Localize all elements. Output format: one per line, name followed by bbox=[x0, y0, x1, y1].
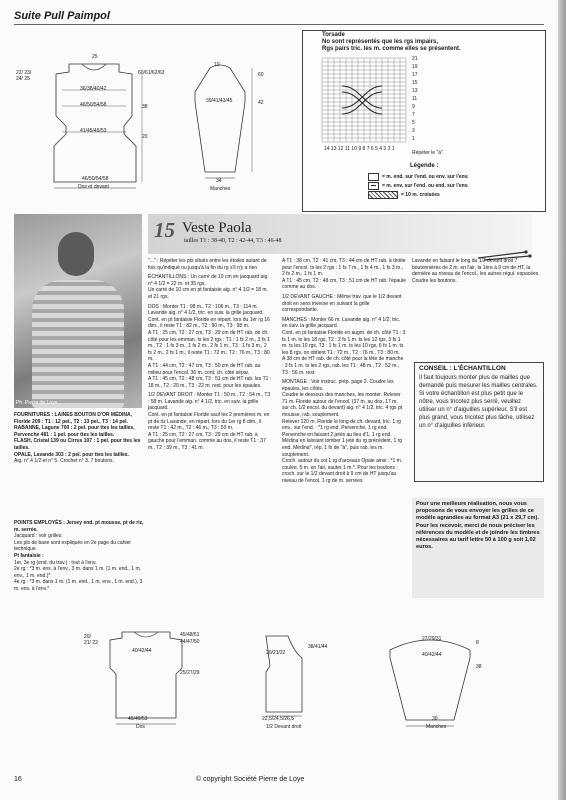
dos-left-label: 20/ 21/ 22 bbox=[84, 634, 98, 646]
torsade-line2: Rgs pairs tric. les m. comme elles se présentent. bbox=[322, 46, 461, 52]
manche-side-label: 38 bbox=[476, 664, 482, 670]
photo-cardigan bbox=[32, 280, 124, 408]
torsade-row-label: 11 bbox=[412, 96, 418, 102]
manche-mid-label: 40/42/44 bbox=[422, 652, 442, 658]
schema1-bottom-label: 46/50/54/58 bbox=[82, 176, 109, 182]
schema1-neck-label: 60/61/62/63 bbox=[138, 70, 165, 76]
manche-side2-label: 8 bbox=[476, 640, 479, 646]
instr-para: MANCHES : Monter 66 m. Lavande aig. n° 4 1/2, tric. en suiv. la grille jacquard. bbox=[282, 316, 401, 330]
points-line: Pt fantaisie : bbox=[14, 552, 44, 559]
instructions-col2 bbox=[148, 258, 272, 452]
torsade-grid bbox=[320, 56, 410, 144]
dos-top-label: 45/48/51 bbox=[180, 632, 200, 638]
points-block bbox=[14, 520, 144, 593]
instr-para: A T1 : 44 cm, T2 : 47 cm, T3 : 50 cm de HT rab. au milieu pour l'encol. 36 m. cont. ch. côté sépar. bbox=[148, 362, 261, 376]
torsade-row-labels bbox=[412, 56, 426, 144]
torsade-legend-title: Légende : bbox=[410, 163, 439, 169]
instr-para: Lavande en faisant le long du 1/2 devant droit 7 boutonnières de 2 m. en l'air, la 1ère à 9 cm de HT, la dernière au niveau de l'encol., les autres régul. espacées. bbox=[412, 258, 540, 278]
instructions-col3 bbox=[282, 258, 406, 485]
instr-para: Coudre le dessous des manches, les monter. Relever 71 m. Floride autour de l'encol. (37 m. au dos, 17 m. sur ch. 1/2 encol. du devant) aig. n° 4 1/2, tric. 4 rgs pt mousse, rab. souplement. bbox=[282, 392, 403, 419]
dos-mid-label: 40/42/44 bbox=[132, 648, 152, 654]
torsade-row-label: 5 bbox=[412, 120, 415, 126]
article-name: Veste Paola bbox=[182, 220, 252, 236]
schema1-hem-label: 41/45/49/53 bbox=[80, 128, 107, 134]
points-line: Jacquard : voir grilles. bbox=[14, 533, 63, 540]
page-header-title: Suite Pull Paimpol bbox=[14, 10, 110, 22]
legend-cable-swatch-icon bbox=[368, 191, 398, 199]
legend-item: = 10 m. croisées bbox=[368, 190, 544, 199]
dos-top2-label: 44/47/50 bbox=[180, 639, 200, 645]
torsade-row-label: 1 bbox=[412, 136, 415, 142]
instr-para: Cont. en pt fantaisie Floride en répart. lors du 1er rg 16 dim., il reste T1 : 82 m., T2 : 90 m., T3 : 98 m. bbox=[148, 316, 270, 330]
devant-bottom-label: 22,5/24,5/26,5 bbox=[262, 716, 294, 722]
schema1-side-label: 38 bbox=[142, 104, 148, 110]
instr-para: Un carré de 10 cm en pt fantaisie aig. n° 4 1/2 = 18 m. et 21 rgs. bbox=[148, 287, 268, 300]
legend-item: = m. end. sur l'end. ou env. sur l'env. bbox=[368, 172, 544, 181]
schema2-mid-label: 39/41/43/45 bbox=[206, 98, 233, 104]
supplies-line: FOURNITURES : LAINES BOUTON D'OR MÉDINA, Floride 209 : T1 : 12 pel., T2 : 13 pel., T3 : 14 pel. bbox=[14, 412, 133, 425]
manche-top-label: 27/29/31 bbox=[422, 636, 442, 642]
instr-para: Cont. en pt fantaisie Floride en augm. de ch. côté T1 : 3 fs 1 m. ts les 18 rgs, T2 : 2 fs 1 m. ts les 12 rgs, 3 fs 1 m. ts les 10 rgs, T3 : 1 fs 1 m. ts les 10 rgs, 6 fs 1 m. ts les 8 rgs, on obtient T1 : 72 m., T2 : 76 m., T3 : 80 m. bbox=[282, 329, 406, 356]
schema2-bottom-label: 34 bbox=[216, 178, 222, 184]
article-sizes: tailles T1 : 38-40, T2 : 42-44, T3 : 46-48 bbox=[184, 238, 282, 244]
instructions-col4 bbox=[412, 258, 544, 284]
supplies-line: RABANNE, Lagune 700 : 2 pel. pour ttes les tailles, Pervenche 481 : 1 pel. pour ttes les tailles. bbox=[14, 425, 135, 438]
supplies-line: Aig. n° 4 1/2 et n° 5. Crochet n° 3. 7 boutons. bbox=[14, 458, 114, 465]
instr-para: A T1 : 45 cm, T2 : 48 cm, T3 : 51 cm de HT rab. l'épaule comme au dos. bbox=[282, 277, 406, 291]
supplies-block bbox=[14, 412, 144, 465]
schema2-top-label: 10 bbox=[214, 62, 220, 68]
supplies-line: OPALE, Lavande 303 : 2 pel. pour ttes les tailles. bbox=[14, 451, 129, 458]
legend-dash-swatch-icon bbox=[368, 182, 379, 190]
offer-box bbox=[412, 498, 544, 598]
model-photo bbox=[14, 214, 142, 408]
torsade-line1: No sont représentés que les rgs impairs, bbox=[322, 39, 439, 45]
dos-bottom-label: 45/49/53 bbox=[128, 716, 148, 722]
instr-para: A T1 : 45 cm, T2 : 48 cm, T3 : 51 cm de HT rab. les T1 : 18 m., T2 : 20 m., T3 : 22 m. rest. pour les épaules. bbox=[148, 376, 272, 389]
torsade-title: Torsade bbox=[322, 32, 345, 38]
instr-para: A T1 : 25 cm, T2 : 27 cm, T3 : 29 cm de HT rab. à gauche pour l'emman. comme au dos, il reste T1 : 37 m., T2 : 39 m., T3 : 41 m. bbox=[148, 431, 266, 452]
schema1-hem-h-label: 20 bbox=[142, 134, 148, 140]
page-edge-shadow bbox=[558, 0, 566, 800]
manche-caption: Manches bbox=[426, 724, 447, 730]
torsade-row-label: 15 bbox=[412, 80, 418, 86]
torsade-row-label: 9 bbox=[412, 104, 415, 110]
torsade-row-label: 13 bbox=[412, 88, 418, 94]
conseil-title: CONSEIL : L'ÉCHANTILLON bbox=[419, 365, 506, 372]
offer-text: Pour une meilleure réalisation, nous vous proposons de vous envoyer les grilles de ce modèle agrandies au format A3 (21 x 29,7 cm). Pour les recevoir, merci de nous préciser les références du modèle et de joindre les timbres nécessaires au tarif lettre 50 à 100 g soit 1,02 euros. bbox=[416, 501, 540, 551]
points-line: POINTS EMPLOYÉS : Jersey end. pt mousse, pt de riz, m. serrée. bbox=[14, 520, 144, 533]
instr-para: "..." : Répéter les pts situés entre les étoiles autant de fois qu'indiqué ou jusqu'à la fin du rg s'il n'y a rien bbox=[148, 258, 267, 271]
points-line: 1er, 3e rg (end. du trav.) : tout à l'env. bbox=[14, 559, 97, 566]
devant-caption: 1/2 Devant droit bbox=[266, 724, 302, 730]
instr-para: Croch. autour du col 1 rg d'arceaux Opale ainsi : *1 m. coulée, 5 m. en l'air, sauter 1 m.*. Pour les boutons : croch. sur le 1/2 devant droit à 9 cm de HT jusqu'au niveau de l'encol. 1 rg de m. serrées bbox=[282, 458, 403, 484]
schema1-waist-label: 46/50/54/58 bbox=[80, 102, 107, 108]
instr-para: Coudre les boutons. bbox=[412, 277, 457, 284]
points-line: Les pts de base sont expliqués en 2e page du cahier technique. bbox=[14, 539, 132, 553]
instr-para: Relever 120 m. Floride le long de ch. devant, tric. 1 rg env., sur l'end. : *1 rg end. Pervenche, 1 rg end. Pervenche en faisant 2 jetés au lieu d'1, 1 rg end. Médina en laissant tomber 1 jeté du rg précédent, 1 rg end. Médina*, rép. 1 fs de "à", puis rab. les m. souplement. bbox=[282, 418, 403, 458]
torsade-legend bbox=[368, 172, 544, 199]
instr-para: ÉCHANTILLONS : Un carré de 10 cm en jacquard aig. n° 4 1/2 = 22 m. et 35 rgs. bbox=[148, 274, 269, 287]
conseil-box bbox=[414, 362, 544, 482]
points-line: 2e rg : *3 m. ens. à l'env., 3 m. dans 1 m. (1 m. end., 1 m. env., 1 m. end.)* bbox=[14, 566, 142, 579]
instr-para: A T1 : 38 cm, T2 : 41 cm, T3 : 44 cm de HT rab. à droite pour l'encol. ts les 2 rgs : 1 fs 7 m., 1 fs 4 m., 1 fs 3 m., 2 fs 2 m., 1 fs 1 m. bbox=[282, 258, 406, 278]
copyright: © copyright Société Pierre de Loye bbox=[196, 776, 305, 783]
article-number: 15 bbox=[154, 218, 175, 242]
header-rule bbox=[14, 24, 544, 25]
schema2-right-label: 60 bbox=[258, 72, 264, 78]
conseil-text: Il faut toujours monter plus de mailles que demandé puis mesurer les mailles centrales. Si votre échantillon est plus petit que le nôtre, vous tricotez plus serré, veuillez utiliser un n° d'aiguilles supérieur. S'il est plus grand, vous tricotez plus lâche, utilisez un n° d'aiguilles inférieur. bbox=[419, 375, 538, 429]
torsade-row-label: 17 bbox=[412, 72, 418, 78]
points-line: 4e rg : *3 m. dans 1 m. (1 m. end., 1 m. env., 1 m. end.), 3 m. ens. à l'env.* bbox=[14, 579, 143, 592]
torsade-heading bbox=[322, 32, 522, 53]
photo-credit: Ph. Pierre de Loye bbox=[16, 400, 58, 406]
instr-para: A T1 : 25 cm, T2 : 27 cm, T3 : 29 cm de HT rab. de ch. côté pour les emman. ts les 2 rgs : T1 : 1 fs 2 m., 3 fs 1 m., T2 : 1 fs 3 m., 1 fs 2 m., 2 fs 1 m., T3 : 1 fs 3 m., 2 fs 2 m., 2 fs 1 m., il reste T1 : 72 m., T2 : 76 m., T3 : 80 m. bbox=[148, 329, 270, 363]
schema1-top-label: 25 bbox=[92, 54, 98, 60]
torsade-row-label: 19 bbox=[412, 64, 418, 70]
dos-caption: Dos bbox=[136, 724, 145, 730]
supplies-line: FLASH, Cristal 139 ou Cirrus 107 : 1 pel. pour ttes les tailles. bbox=[14, 438, 141, 451]
manche-bottom-label: 30 bbox=[432, 716, 438, 722]
page-number: 16 bbox=[14, 776, 22, 783]
devant-side-label: 38/41/44 bbox=[308, 644, 328, 650]
devant-top-label: 20/21/22 bbox=[266, 650, 286, 656]
instr-para: DOS : Monter T1 : 98 m., T2 : 106 m., T3 : 114 m. Lavande aig. n° 4 1/2, tric. en suiv. la grille jacquard. bbox=[148, 303, 264, 317]
instr-para: A 38 cm de HT rab. de ch. côté pour la tête de manche : 3 fs 1 m. ts les 2 rgs, rab. les T1 : 48 m., T2 : 52 m., T3 : 56 m. rest. bbox=[282, 356, 404, 376]
legend-blank-swatch-icon bbox=[368, 173, 379, 181]
torsade-row-label: 3 bbox=[412, 128, 415, 134]
schema1-left-label: 22/ 23/ 24/ 25 bbox=[16, 70, 32, 82]
legend-item: = m. env. sur l'end. ou end. sur l'env. bbox=[368, 181, 544, 190]
torsade-row-label: 21 bbox=[412, 56, 418, 62]
schema-manches bbox=[180, 62, 280, 186]
instr-para: 1/2 DEVANT GAUCHE : Même trav. que le 1/2 devant droit en sens inverse en suivant la grille correspondante. bbox=[282, 293, 402, 314]
schema1-armhole-label: 36/38/40/42 bbox=[80, 86, 107, 92]
instr-para: Cont. en pt fantaisie Floride sauf les 2 premières m. en pt de riz Lavande, en répart. lors du 1er rg 8 dim., il reste T1 : 42 m., T2 : 46 m., T3 : 50 m. bbox=[148, 412, 270, 432]
schema2-side-label: 42 bbox=[258, 100, 264, 106]
photo-head bbox=[58, 232, 94, 276]
instr-para: MONTAGE : Voir instruc. prép. page 2. Coudre les épaules, les côtés. bbox=[282, 379, 394, 392]
schema2-caption: Manches bbox=[210, 186, 231, 192]
schema1-caption: Dos et devant bbox=[78, 184, 109, 190]
instr-para: 1/2 DEVANT DROIT : Monter T1 : 50 m., T2 : 54 m., T3 : 58 m. Lavande aig. n° 4 1/2, tric. en suiv. la grille jacquard. bbox=[148, 392, 271, 412]
torsade-row-label: 7 bbox=[412, 112, 415, 118]
torsade-repeat: Répéter le "à" bbox=[412, 150, 443, 156]
torsade-col-labels: 14 13 12 11 10 9 8 7 6 5 4 3 2 1 bbox=[324, 146, 395, 152]
dos-side-label: 25/27/29 bbox=[180, 670, 200, 676]
